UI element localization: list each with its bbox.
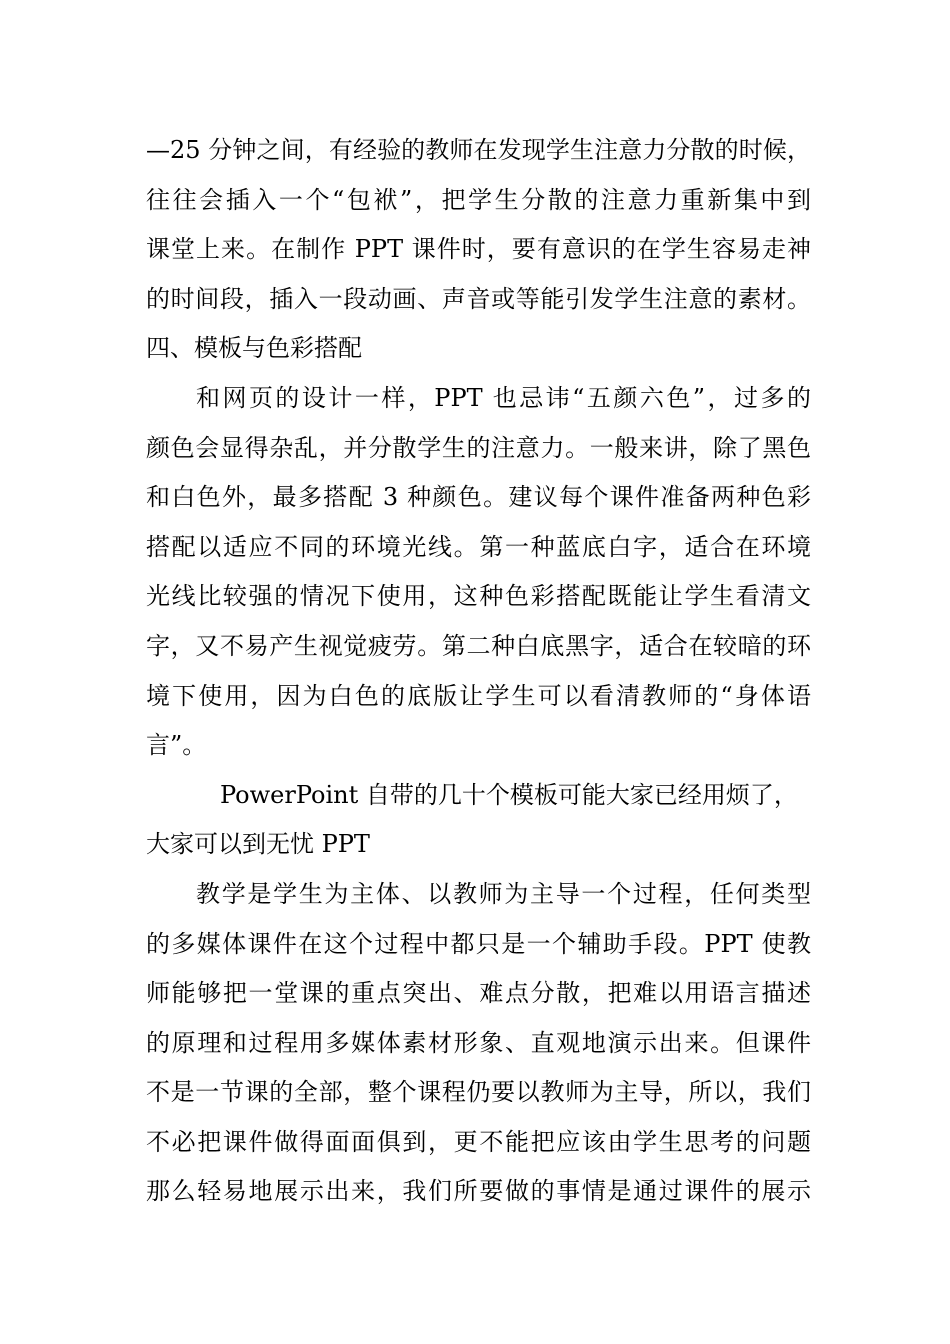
text-line: 大家可以到无忧 PPT xyxy=(146,830,370,859)
section-heading-text: 四、模板与色彩搭配 xyxy=(146,334,362,363)
text-line: PowerPoint 自带的几十个模板可能大家已经用烦了， xyxy=(220,780,798,809)
text-line: —25 分钟之间，有经验的教师在发现学生注意力分散的时候， xyxy=(146,136,811,164)
text-line: 不是一节课的全部，整个课程仍要以教师为主导，所以，我们 xyxy=(146,1078,811,1107)
text-line: 和网页的设计一样，PPT 也忌讳“五颜六色”，过多的 xyxy=(196,383,811,412)
text-line: 言”。 xyxy=(146,731,207,760)
text-line: 课堂上来。在制作 PPT 课件时，要有意识的在学生容易走神 xyxy=(146,235,811,264)
text-line: 光线比较强的情况下使用，这种色彩搭配既能让学生看清文 xyxy=(146,582,811,611)
text-line: 境下使用，因为白色的底版让学生可以看清教师的“身体语 xyxy=(146,681,811,710)
text-line: 的多媒体课件在这个过程中都只是一个辅助手段。PPT 使教 xyxy=(146,929,811,958)
text-line: 颜色会显得杂乱，并分散学生的注意力。一般来讲，除了黑色 xyxy=(146,433,811,462)
text-line: 教学是学生为主体、以教师为主导一个过程，任何类型 xyxy=(196,879,811,908)
paragraph-templates xyxy=(146,771,811,870)
section-heading xyxy=(146,324,811,374)
text-line: 往往会插入一个“包袱”，把学生分散的注意力重新集中到 xyxy=(146,185,811,214)
text-line: 的时间段，插入一段动画、声音或等能引发学生注意的素材。 xyxy=(146,284,811,313)
document-page xyxy=(146,126,811,1217)
text-line: 搭配以适应不同的环境光线。第一种蓝底白字，适合在环境 xyxy=(146,532,811,561)
text-line: 师能够把一堂课的重点突出、难点分散，把难以用语言描述 xyxy=(146,979,811,1008)
paragraph-attention-tips xyxy=(146,126,811,324)
paragraph-teaching-role xyxy=(146,870,811,1217)
text-line: 的原理和过程用多媒体素材形象、直观地演示出来。但课件 xyxy=(146,1028,811,1057)
text-line: 和白色外，最多搭配 3 种颜色。建议每个课件准备两种色彩 xyxy=(146,483,811,512)
text-line: 不必把课件做得面面俱到，更不能把应该由学生思考的问题 xyxy=(146,1127,811,1156)
text-line: 那么轻易地展示出来，我们所要做的事情是通过课件的展示 xyxy=(146,1177,811,1206)
paragraph-color-scheme xyxy=(146,374,811,771)
text-line: 字，又不易产生视觉疲劳。第二种白底黑字，适合在较暗的环 xyxy=(146,631,811,660)
